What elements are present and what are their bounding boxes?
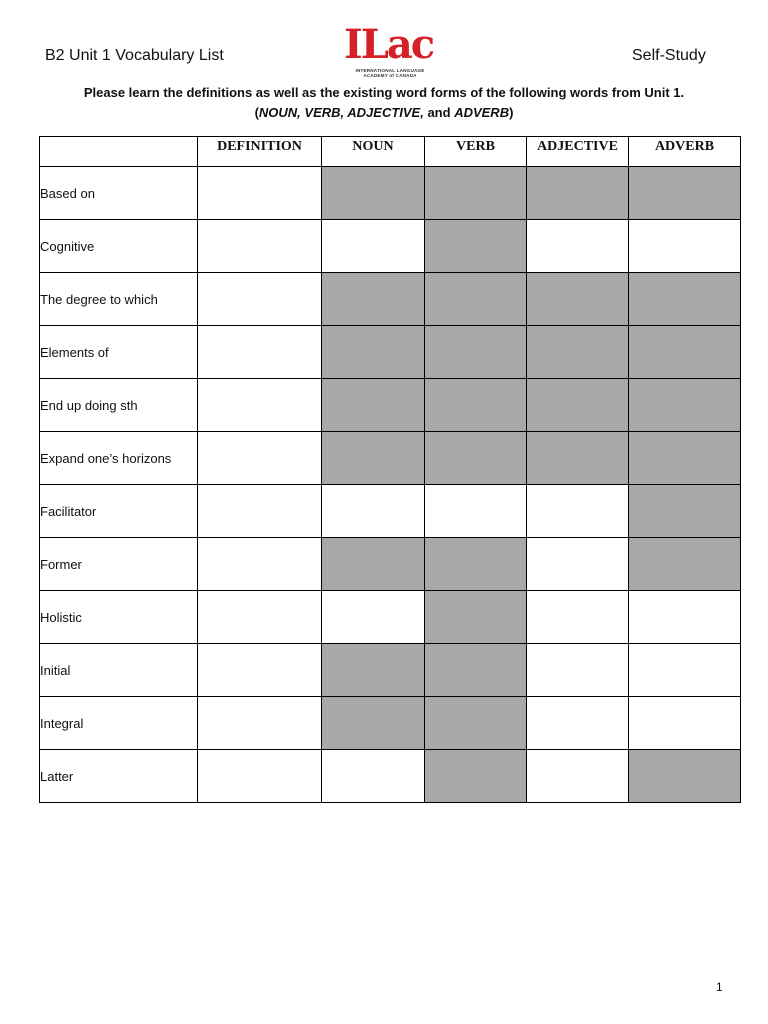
verb-cell-shaded bbox=[425, 220, 527, 273]
instructions-line-1: Please learn the definitions as well as the existing word forms of the following words from Unit 1. bbox=[83, 85, 685, 100]
adverb-cell-shaded bbox=[629, 273, 741, 326]
adverb-answer-cell[interactable] bbox=[629, 644, 741, 697]
noun-cell-shaded bbox=[322, 644, 425, 697]
adjective-cell-shaded bbox=[527, 432, 629, 485]
page-number: 1 bbox=[716, 980, 723, 994]
definition-answer-cell[interactable] bbox=[198, 167, 322, 220]
table-row bbox=[40, 220, 741, 273]
adjective-answer-cell[interactable] bbox=[527, 485, 629, 538]
adverb-cell-shaded bbox=[629, 432, 741, 485]
definition-answer-cell[interactable] bbox=[198, 326, 322, 379]
header-adjective: ADJECTIVE bbox=[527, 137, 629, 167]
table-row bbox=[40, 697, 741, 750]
verb-cell-shaded bbox=[425, 697, 527, 750]
adjective-cell-shaded bbox=[527, 167, 629, 220]
adjective-answer-cell[interactable] bbox=[527, 538, 629, 591]
adjective-cell-shaded bbox=[527, 326, 629, 379]
adverb-answer-cell[interactable] bbox=[629, 591, 741, 644]
table-row bbox=[40, 326, 741, 379]
adverb-cell-shaded bbox=[629, 538, 741, 591]
table-row bbox=[40, 538, 741, 591]
verb-cell-shaded bbox=[425, 273, 527, 326]
vocab-word: Holistic bbox=[40, 591, 198, 644]
logo-wordmark: ILac bbox=[344, 21, 434, 68]
vocab-word: Based on bbox=[40, 167, 198, 220]
header-word bbox=[40, 137, 198, 167]
verb-cell-shaded bbox=[425, 379, 527, 432]
table-row bbox=[40, 167, 741, 220]
noun-answer-cell[interactable] bbox=[322, 220, 425, 273]
definition-answer-cell[interactable] bbox=[198, 591, 322, 644]
verb-cell-shaded bbox=[425, 167, 527, 220]
vocab-word: Facilitator bbox=[40, 485, 198, 538]
definition-answer-cell[interactable] bbox=[198, 697, 322, 750]
table-row bbox=[40, 750, 741, 803]
table-header-row bbox=[40, 137, 741, 167]
vocabulary-table bbox=[39, 136, 741, 803]
header-adverb: ADVERB bbox=[629, 137, 741, 167]
header-definition: DEFINITION bbox=[198, 137, 322, 167]
verb-cell-shaded bbox=[425, 432, 527, 485]
adverb-cell-shaded bbox=[629, 326, 741, 379]
adverb-cell-shaded bbox=[629, 379, 741, 432]
verb-cell-shaded bbox=[425, 644, 527, 697]
definition-answer-cell[interactable] bbox=[198, 273, 322, 326]
noun-cell-shaded bbox=[322, 326, 425, 379]
adjective-cell-shaded bbox=[527, 379, 629, 432]
adverb-answer-cell[interactable] bbox=[629, 220, 741, 273]
adjective-answer-cell[interactable] bbox=[527, 697, 629, 750]
adverb-label: ADVERB bbox=[454, 105, 510, 120]
table-row bbox=[40, 379, 741, 432]
table-row bbox=[40, 644, 741, 697]
word-forms-list: NOUN, VERB, ADJECTIVE, bbox=[258, 105, 424, 120]
header-noun: NOUN bbox=[322, 137, 425, 167]
vocab-word: The degree to which bbox=[40, 273, 198, 326]
adverb-answer-cell[interactable] bbox=[629, 697, 741, 750]
document-title: B2 Unit 1 Vocabulary List bbox=[45, 47, 224, 64]
adjective-answer-cell[interactable] bbox=[527, 750, 629, 803]
definition-answer-cell[interactable] bbox=[198, 485, 322, 538]
definition-answer-cell[interactable] bbox=[198, 750, 322, 803]
self-study-label: Self-Study bbox=[632, 47, 706, 64]
noun-cell-shaded bbox=[322, 697, 425, 750]
noun-cell-shaded bbox=[322, 432, 425, 485]
header-verb: VERB bbox=[425, 137, 527, 167]
verb-cell-shaded bbox=[425, 538, 527, 591]
noun-answer-cell[interactable] bbox=[322, 750, 425, 803]
definition-answer-cell[interactable] bbox=[198, 379, 322, 432]
verb-answer-cell[interactable] bbox=[425, 485, 527, 538]
noun-cell-shaded bbox=[322, 538, 425, 591]
adverb-cell-shaded bbox=[629, 167, 741, 220]
vocab-word: Initial bbox=[40, 644, 198, 697]
noun-cell-shaded bbox=[322, 273, 425, 326]
noun-cell-shaded bbox=[322, 379, 425, 432]
definition-answer-cell[interactable] bbox=[198, 538, 322, 591]
adjective-cell-shaded bbox=[527, 273, 629, 326]
vocab-word: Elements of bbox=[40, 326, 198, 379]
instructions-line-2: (NOUN, VERB, ADJECTIVE, and ADVERB) bbox=[254, 105, 514, 120]
definition-answer-cell[interactable] bbox=[198, 220, 322, 273]
definition-answer-cell[interactable] bbox=[198, 432, 322, 485]
verb-cell-shaded bbox=[425, 750, 527, 803]
ilac-logo bbox=[344, 21, 434, 80]
adjective-answer-cell[interactable] bbox=[527, 591, 629, 644]
table-row bbox=[40, 485, 741, 538]
noun-answer-cell[interactable] bbox=[322, 485, 425, 538]
adverb-cell-shaded bbox=[629, 485, 741, 538]
vocab-word: Integral bbox=[40, 697, 198, 750]
verb-cell-shaded bbox=[425, 326, 527, 379]
noun-cell-shaded bbox=[322, 167, 425, 220]
vocab-word: Expand one’s horizons bbox=[40, 432, 198, 485]
logo-subtitle: INTERNATIONAL LANGUAGE ACADEMY of CANADA bbox=[355, 68, 425, 78]
verb-cell-shaded bbox=[425, 591, 527, 644]
vocab-word: Cognitive bbox=[40, 220, 198, 273]
adjective-answer-cell[interactable] bbox=[527, 220, 629, 273]
table-row bbox=[40, 432, 741, 485]
definition-answer-cell[interactable] bbox=[198, 644, 322, 697]
vocab-word: End up doing sth bbox=[40, 379, 198, 432]
adverb-cell-shaded bbox=[629, 750, 741, 803]
adjective-answer-cell[interactable] bbox=[527, 644, 629, 697]
vocab-word: Latter bbox=[40, 750, 198, 803]
vocab-word: Former bbox=[40, 538, 198, 591]
table-row bbox=[40, 591, 741, 644]
noun-answer-cell[interactable] bbox=[322, 591, 425, 644]
table-row bbox=[40, 273, 741, 326]
